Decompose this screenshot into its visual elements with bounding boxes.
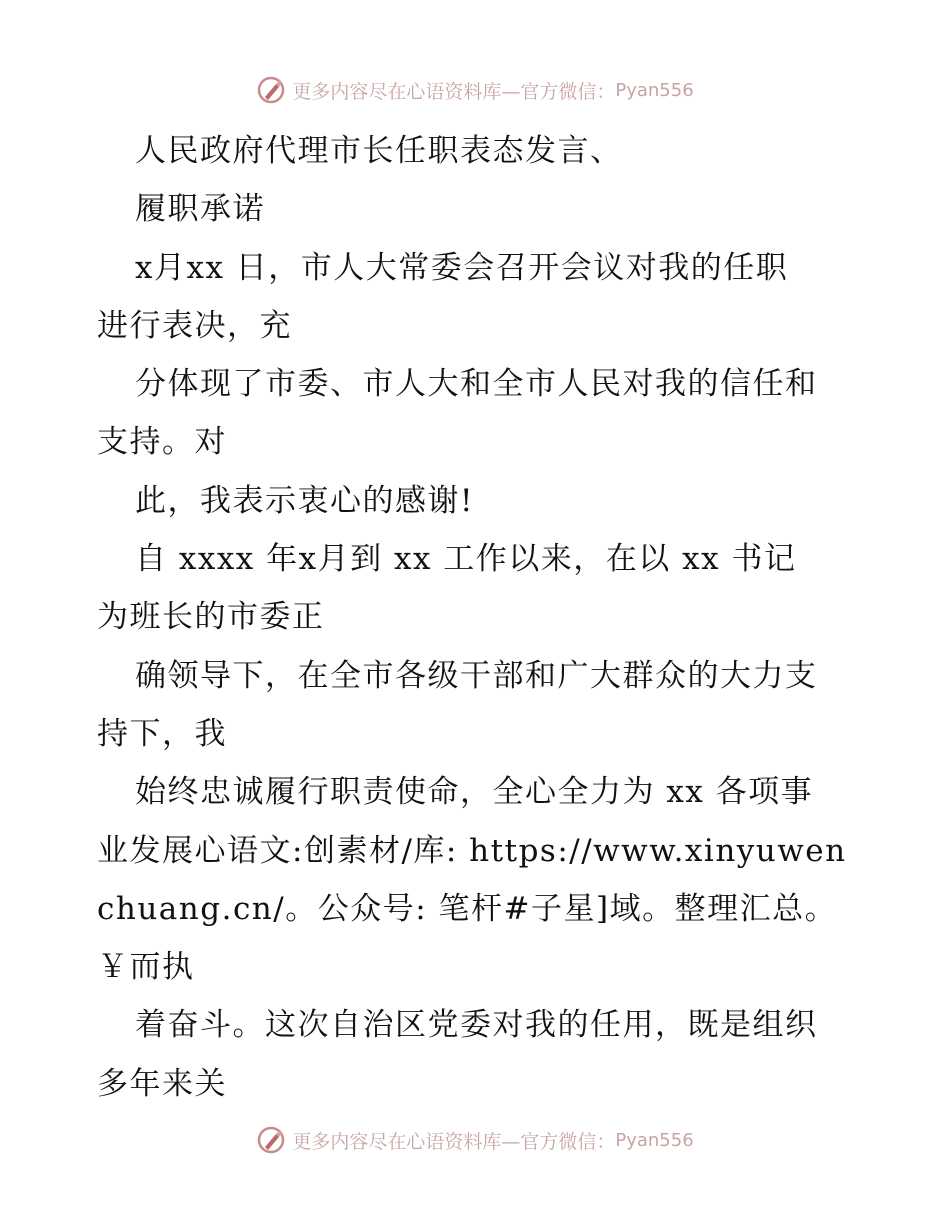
watermark-text: 更多内容尽在心语资料库—官方微信： [292,80,616,103]
watermark-handle: Pyan556 [615,79,694,101]
text-line: 为班长的市委正 [97,599,325,636]
header-watermark [0,72,950,108]
text-line: x月xx 日，市人大常委会召开会议对我的任职 [135,249,789,286]
text-line: 自 xxxx 年x月到 xx 工作以来，在以 xx 书记 [135,541,797,578]
text-line: 分体现了市委、市人大和全市人民对我的信任和 [135,366,818,403]
text-line: 着奋斗。这次自治区党委对我的任用，既是组织 [135,1007,818,1044]
text-line: 持下，我 [97,715,227,752]
pen-nib-circle-icon [256,75,286,105]
watermark-text: 更多内容尽在心语资料库—官方微信： [292,1130,616,1153]
text-line: 支持。对 [97,424,227,461]
watermark-handle: Pyan556 [615,1129,694,1151]
document-body [0,122,950,1113]
text-line: ￥而执 [97,949,195,986]
text-line: 进行表决，充 [97,307,292,344]
text-line: 业发展心语文:创素材/库: https://www.xinyuwen [97,832,847,869]
text-line: 确领导下，在全市各级干部和广大群众的大力支 [135,657,818,694]
text-line: chuang.cn/。公众号: 笔杆#子星]域。整理汇总。 [97,890,838,927]
pen-nib-circle-icon [256,1125,286,1155]
footer-watermark [0,1122,950,1158]
text-line: 此，我表示衷心的感谢! [135,482,474,519]
text-line: 人民政府代理市长任职表态发言、 [135,133,623,169]
text-line: 多年来关 [97,1065,227,1102]
text-line: 始终忠诚履行职责使命，全心全力为 xx 各项事 [135,774,814,811]
text-line: 履职承诺 [135,191,265,228]
